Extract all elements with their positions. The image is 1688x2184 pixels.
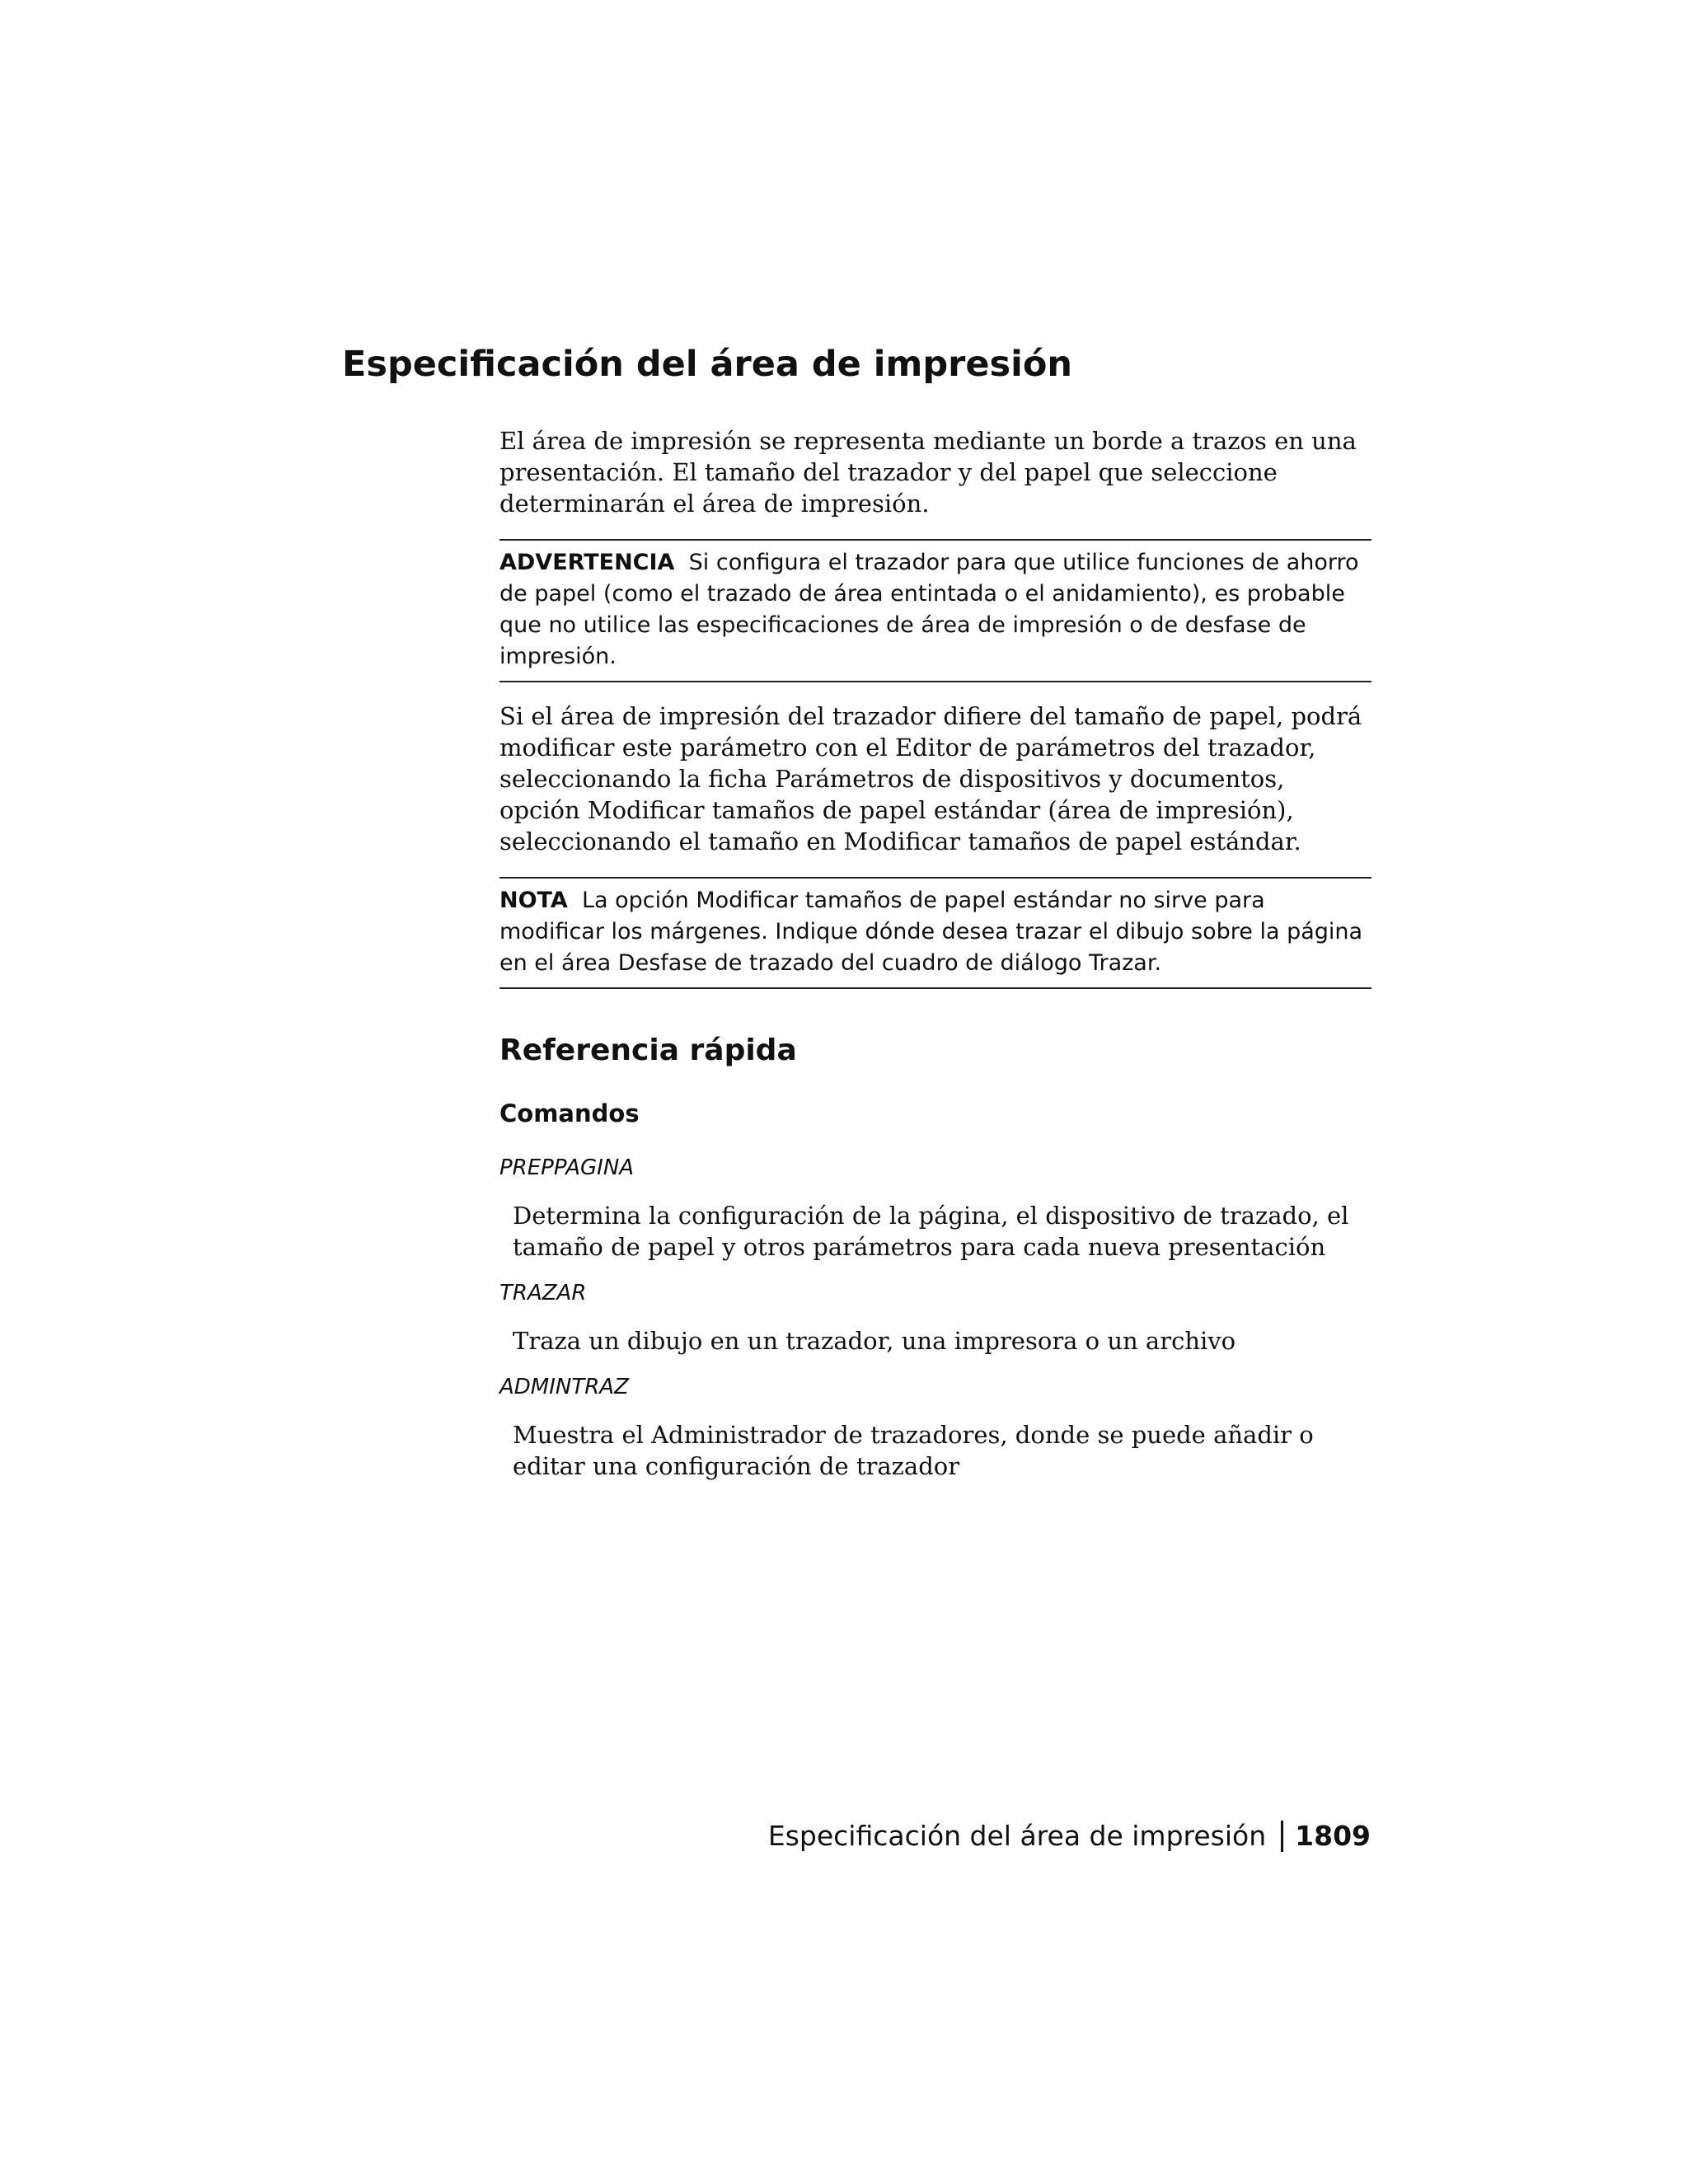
body-paragraph: Si el área de impresión del trazador difiere del tamaño de papel, podrá modificar este parámetro con el Editor de parámetros del trazador, seleccionando la ficha Parámetros de dispositivos y documentos, opción Modificar tamaños de papel estándar (área de impresión), seleccionando el tamaño en Modificar tamaños de papel estándar. <box>499 702 1362 855</box>
main-content <box>499 425 1372 1482</box>
warning-box <box>499 539 1372 682</box>
command-name-preppagina: PREPPAGINA <box>499 1155 635 1180</box>
command-list <box>499 1154 1372 1482</box>
page-number: 1809 <box>1295 1820 1371 1852</box>
warning-label: ADVERTENCIA <box>499 550 675 575</box>
intro-paragraph: El área de impresión se representa mediante un borde a trazos en una presentación. El tamaño del trazador y del papel que seleccione determinarán el área de impresión. <box>499 427 1357 518</box>
quick-reference-heading: Referencia rápida <box>499 1033 797 1067</box>
page-title: Especificación del área de impresión <box>342 344 1072 385</box>
command-description-preppagina: Determina la configuración de la página, el dispositivo de trazado, el tamaño de papel y otros parámetros para cada nueva presentación <box>513 1202 1349 1261</box>
command-description-admintraz: Muestra el Administrador de trazadores, donde se puede añadir o editar una configuración de trazador <box>513 1421 1314 1480</box>
footer-separator <box>1281 1821 1283 1852</box>
warning-text <box>499 547 1372 673</box>
warning-body: Si configura el trazador para que utilice funciones de ahorro de papel (como el trazado de área entintada o el anidamiento), es probable que no utilice las especificaciones de área de impresión o de desfase de impresión. <box>499 550 1359 669</box>
commands-heading: Comandos <box>499 1099 640 1127</box>
command-description-trazar: Traza un dibujo en un trazador, una impresora o un archivo <box>513 1327 1236 1355</box>
note-text <box>499 885 1372 979</box>
note-box <box>499 877 1372 989</box>
note-body: La opción Modificar tamaños de papel estándar no sirve para modificar los márgenes. Indique dónde desea trazar el dibujo sobre la página en el área Desfase de trazado del cuadro de diálogo Trazar. <box>499 888 1363 976</box>
note-label: NOTA <box>499 888 568 913</box>
footer-section-title: Especificación del área de impresión <box>767 1820 1267 1852</box>
command-name-admintraz: ADMINTRAZ <box>499 1375 629 1399</box>
command-name-trazar: TRAZAR <box>499 1281 587 1305</box>
page-footer <box>768 1817 1371 1855</box>
